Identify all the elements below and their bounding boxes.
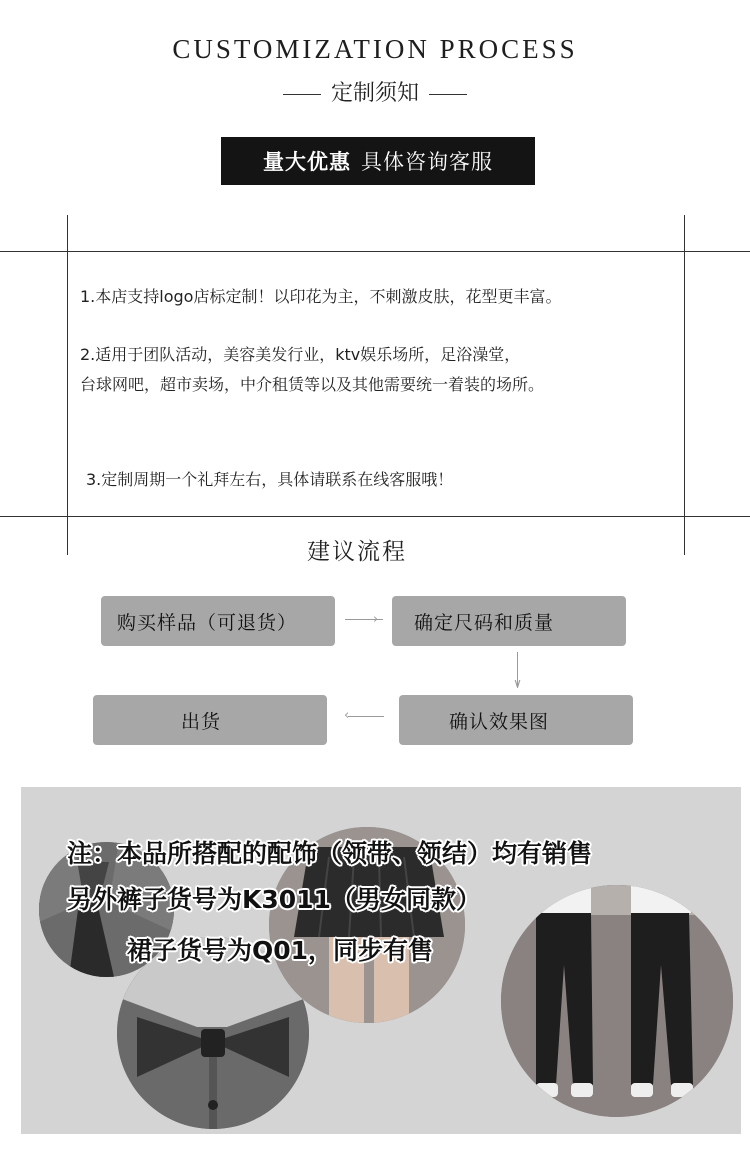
- discount-banner: [221, 137, 535, 185]
- page-subtitle-text: 定制须知: [330, 81, 419, 106]
- page-subtitle: [0, 76, 750, 107]
- flow-step-buy-sample-label: 购买样品（可退货）: [117, 611, 298, 634]
- page-title-english: CUSTOMIZATION PROCESS: [172, 34, 578, 64]
- subtitle-right-dash: [429, 94, 467, 95]
- accessories-note-line-2: 另外裤子货号为K3011（男女同款）: [67, 885, 481, 914]
- discount-banner-bold: 量大优惠: [263, 150, 351, 174]
- frame-left-line: [67, 215, 68, 555]
- trousers-photo: [501, 885, 733, 1117]
- frame-top-line: [0, 251, 750, 252]
- accessories-note-line-1: 注：本品所搭配的配饰（领带、领结）均有销售: [67, 839, 593, 868]
- trousers-illustration: [501, 885, 733, 1117]
- flow-step-ship-label: 出货: [181, 710, 222, 733]
- subtitle-left-dash: [283, 94, 321, 95]
- arrow-left-line: [348, 716, 384, 717]
- arrow-left-icon: ‹: [344, 708, 350, 723]
- flow-title: 建议流程: [307, 539, 407, 565]
- arrow-down-icon: ∨: [513, 676, 522, 690]
- note-item-3: 3.定制周期一个礼拜左右，具体请联系在线客服哦！: [86, 470, 454, 489]
- flow-step-confirm-size: [392, 596, 626, 646]
- flow-step-buy-sample: [101, 596, 335, 646]
- arrow-right-icon: ›: [373, 612, 379, 627]
- note-item-2-line-2: 台球网吧，超市卖场，中介租赁等以及其他需要统一着装的场所。: [80, 375, 545, 394]
- accessories-note-line-3: 裙子货号为Q01，同步有售: [127, 936, 434, 965]
- flow-step-confirm-size-label: 确定尺码和质量: [414, 611, 555, 634]
- discount-banner-text: 具体咨询客服: [361, 150, 493, 174]
- frame-bottom-line: [0, 516, 750, 517]
- note-item-1: 1.本店支持logo店标定制！以印花为主，不刺激皮肤，花型更丰富。: [80, 287, 562, 306]
- flow-step-confirm-render: [399, 695, 633, 745]
- accessories-panel: [21, 787, 741, 1134]
- flow-step-confirm-render-label: 确认效果图: [449, 710, 550, 733]
- flow-step-ship: [93, 695, 327, 745]
- frame-right-line: [684, 215, 685, 555]
- note-item-2-line-1: 2.适用于团队活动，美容美发行业，ktv娱乐场所，足浴澡堂，: [80, 345, 521, 364]
